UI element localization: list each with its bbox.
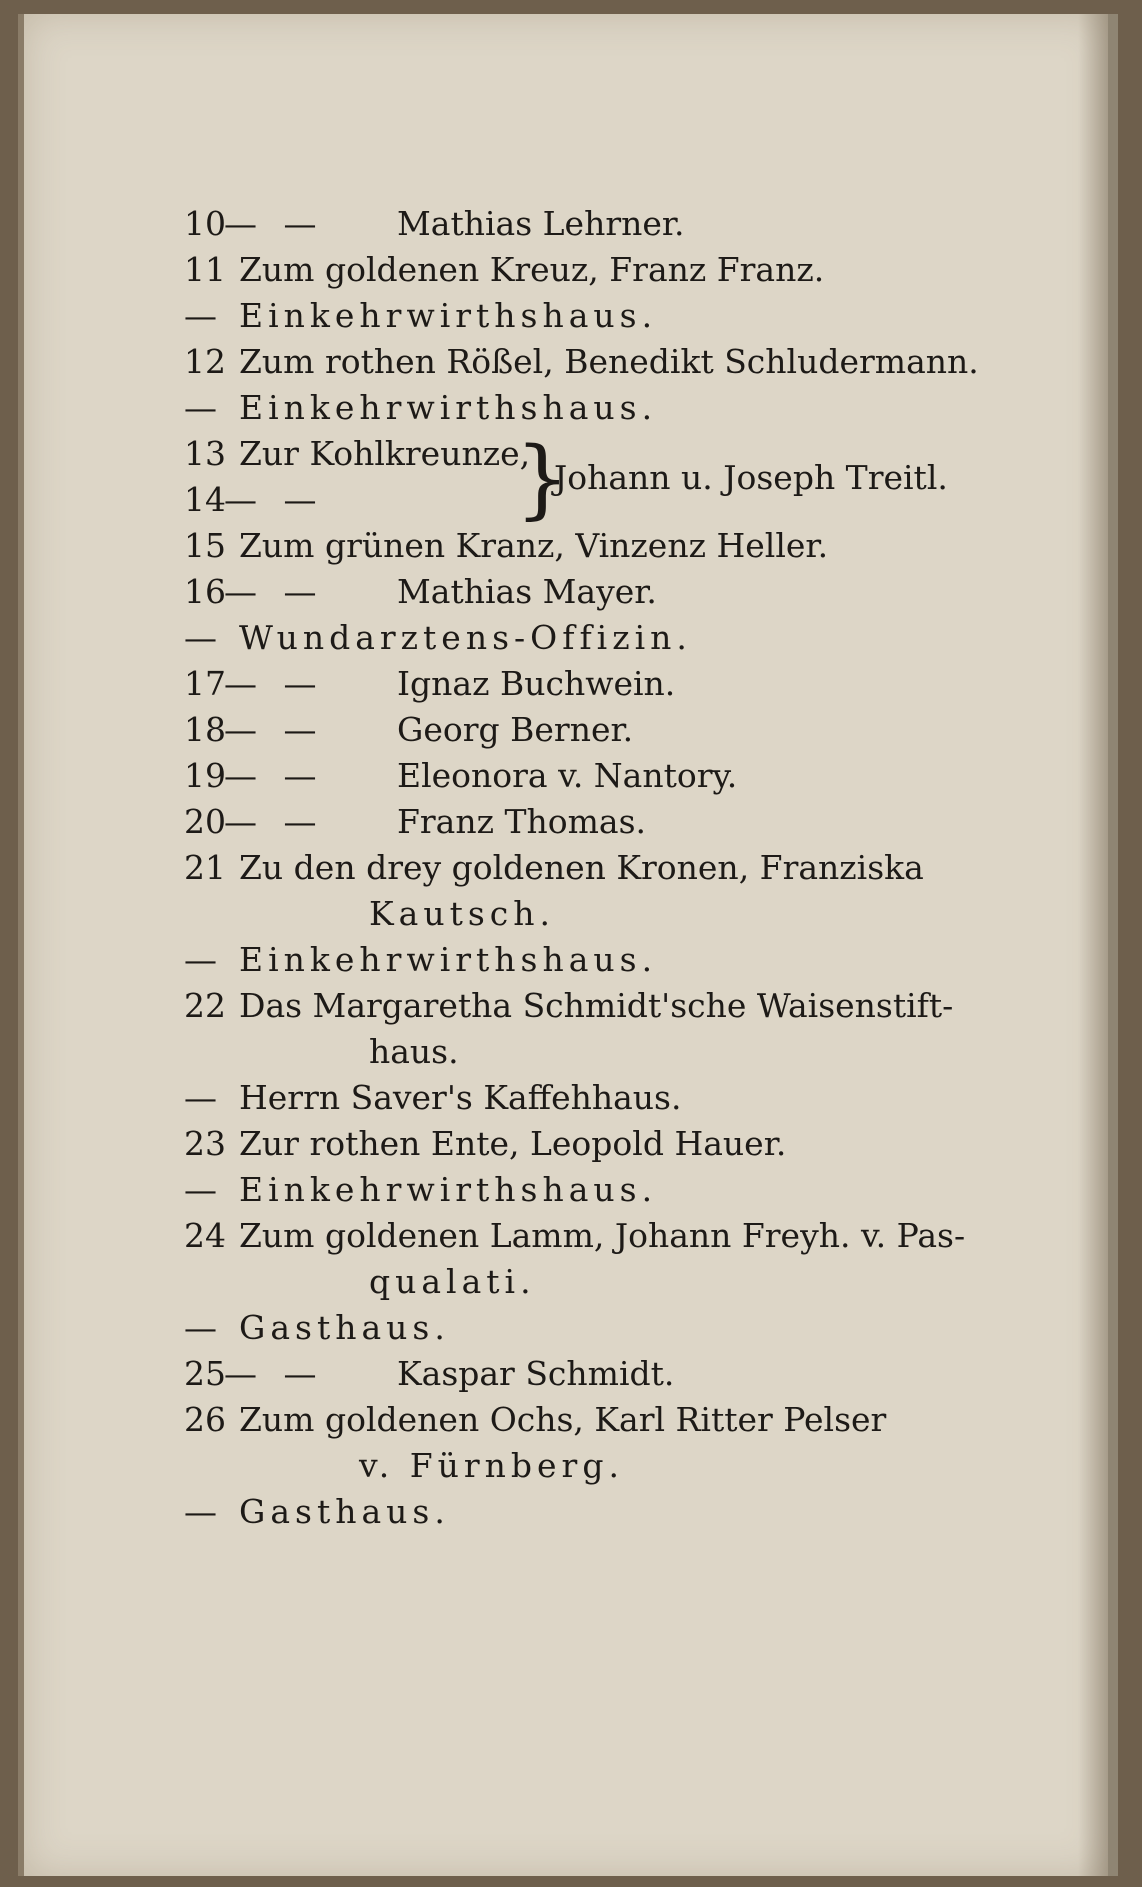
entry-text: Ignaz Buchwein. [397, 664, 676, 703]
entry-12 [169, 342, 999, 388]
entry-number: 26 [184, 1400, 226, 1439]
ditto-dashes: — — [224, 664, 325, 703]
entry-21-sub [169, 940, 999, 986]
entry-number: 19 [184, 756, 226, 795]
grouping-brace: } [515, 429, 570, 529]
entry-number: 16 [184, 572, 226, 611]
entry-text: Zum rothen Rößel, Benedikt Schludermann. [239, 342, 979, 381]
entry-number: 12 [184, 342, 226, 381]
entry-dash: — [184, 1492, 217, 1531]
entry-19 [169, 756, 999, 802]
entry-text: Zur Kohlkreunze, [239, 434, 531, 473]
entry-continuation: Kautsch. [369, 894, 556, 933]
entry-26 [169, 1400, 999, 1446]
entry-number: 23 [184, 1124, 226, 1163]
entry-25 [169, 1354, 999, 1400]
entry-dash: — [184, 296, 217, 335]
entry-text: Einkehrwirthshaus. [239, 1170, 658, 1209]
entry-text: Franz Thomas. [397, 802, 646, 841]
entry-17 [169, 664, 999, 710]
entry-dash: — [184, 1078, 217, 1117]
page-gutter-shadow [1078, 14, 1108, 1876]
ditto-dashes: — — [224, 802, 325, 841]
ditto-dashes: — — [224, 572, 325, 611]
entry-text: Einkehrwirthshaus. [239, 388, 658, 427]
entry-number: 24 [184, 1216, 226, 1255]
entry-text: Einkehrwirthshaus. [239, 296, 658, 335]
entry-12-sub [169, 388, 999, 434]
entry-23-sub [169, 1170, 999, 1216]
entry-continuation: haus. [369, 1032, 459, 1071]
entry-text: Mathias Lehrner. [397, 204, 685, 243]
entry-continuation: v. Fürnberg. [359, 1446, 624, 1485]
entry-dash: — [184, 1170, 217, 1209]
entry-text: Zu den drey goldenen Kronen, Franziska [239, 848, 924, 887]
entry-18 [169, 710, 999, 756]
entry-number: 21 [184, 848, 226, 887]
entry-23 [169, 1124, 999, 1170]
entry-24 [169, 1216, 999, 1262]
entry-continuation: qualati. [369, 1262, 536, 1301]
entry-text: Gasthaus. [239, 1492, 450, 1531]
entry-24-cont [169, 1262, 999, 1308]
entry-text: Eleonora v. Nantory. [397, 756, 738, 795]
ditto-dashes: — — [224, 204, 325, 243]
ditto-dashes: — — [224, 756, 325, 795]
entry-15 [169, 526, 999, 572]
entry-number: 22 [184, 986, 226, 1025]
entry-number: 11 [184, 250, 226, 289]
entry-text: Zum goldenen Kreuz, Franz Franz. [239, 250, 825, 289]
entry-number: 10 [184, 204, 226, 243]
entry-26-sub [169, 1492, 999, 1538]
entry-text: Mathias Mayer. [397, 572, 657, 611]
entry-dash: — [184, 618, 217, 657]
entry-dash: — [184, 388, 217, 427]
entry-20 [169, 802, 999, 848]
entry-21 [169, 848, 999, 894]
entry-number: 13 [184, 434, 226, 473]
entry-number: 20 [184, 802, 226, 841]
entry-11 [169, 250, 999, 296]
entry-number: 15 [184, 526, 226, 565]
entry-text: Zur rothen Ente, Leopold Hauer. [239, 1124, 787, 1163]
entry-number: 17 [184, 664, 226, 703]
brace-group-text: Johann u. Joseph Treitl. [554, 458, 948, 497]
entry-10 [169, 204, 999, 250]
entry-text: Kaspar Schmidt. [397, 1354, 675, 1393]
entry-number: 25 [184, 1354, 226, 1393]
entry-text: Zum goldenen Lamm, Johann Freyh. v. Pas- [239, 1216, 966, 1255]
entry-16-sub [169, 618, 999, 664]
entry-text: Das Margaretha Schmidt'sche Waisenstift- [239, 986, 954, 1025]
entry-text: Herrn Saver's Kaffehhaus. [239, 1078, 682, 1117]
entry-text: Zum grünen Kranz, Vinzenz Heller. [239, 526, 829, 565]
entry-26-cont [169, 1446, 999, 1492]
book-page [18, 14, 1118, 1876]
entry-22-sub [169, 1078, 999, 1124]
entry-dash: — [184, 940, 217, 979]
entry-text: Gasthaus. [239, 1308, 450, 1347]
entry-11-sub [169, 296, 999, 342]
entry-text: Zum goldenen Ochs, Karl Ritter Pelser [239, 1400, 887, 1439]
entry-number: 18 [184, 710, 226, 749]
entry-text: Wundarztens-Offizin. [239, 618, 692, 657]
entry-22-cont [169, 1032, 999, 1078]
entry-text: Einkehrwirthshaus. [239, 940, 658, 979]
entry-16 [169, 572, 999, 618]
entry-21-cont [169, 894, 999, 940]
entry-22 [169, 986, 999, 1032]
entry-dash: — [184, 1308, 217, 1347]
ditto-dashes: — — [224, 480, 325, 519]
entry-text: Georg Berner. [397, 710, 634, 749]
directory-list [169, 204, 999, 1538]
entry-24-sub [169, 1308, 999, 1354]
ditto-dashes: — — [224, 710, 325, 749]
entry-number: 14 [184, 480, 226, 519]
ditto-dashes: — — [224, 1354, 325, 1393]
